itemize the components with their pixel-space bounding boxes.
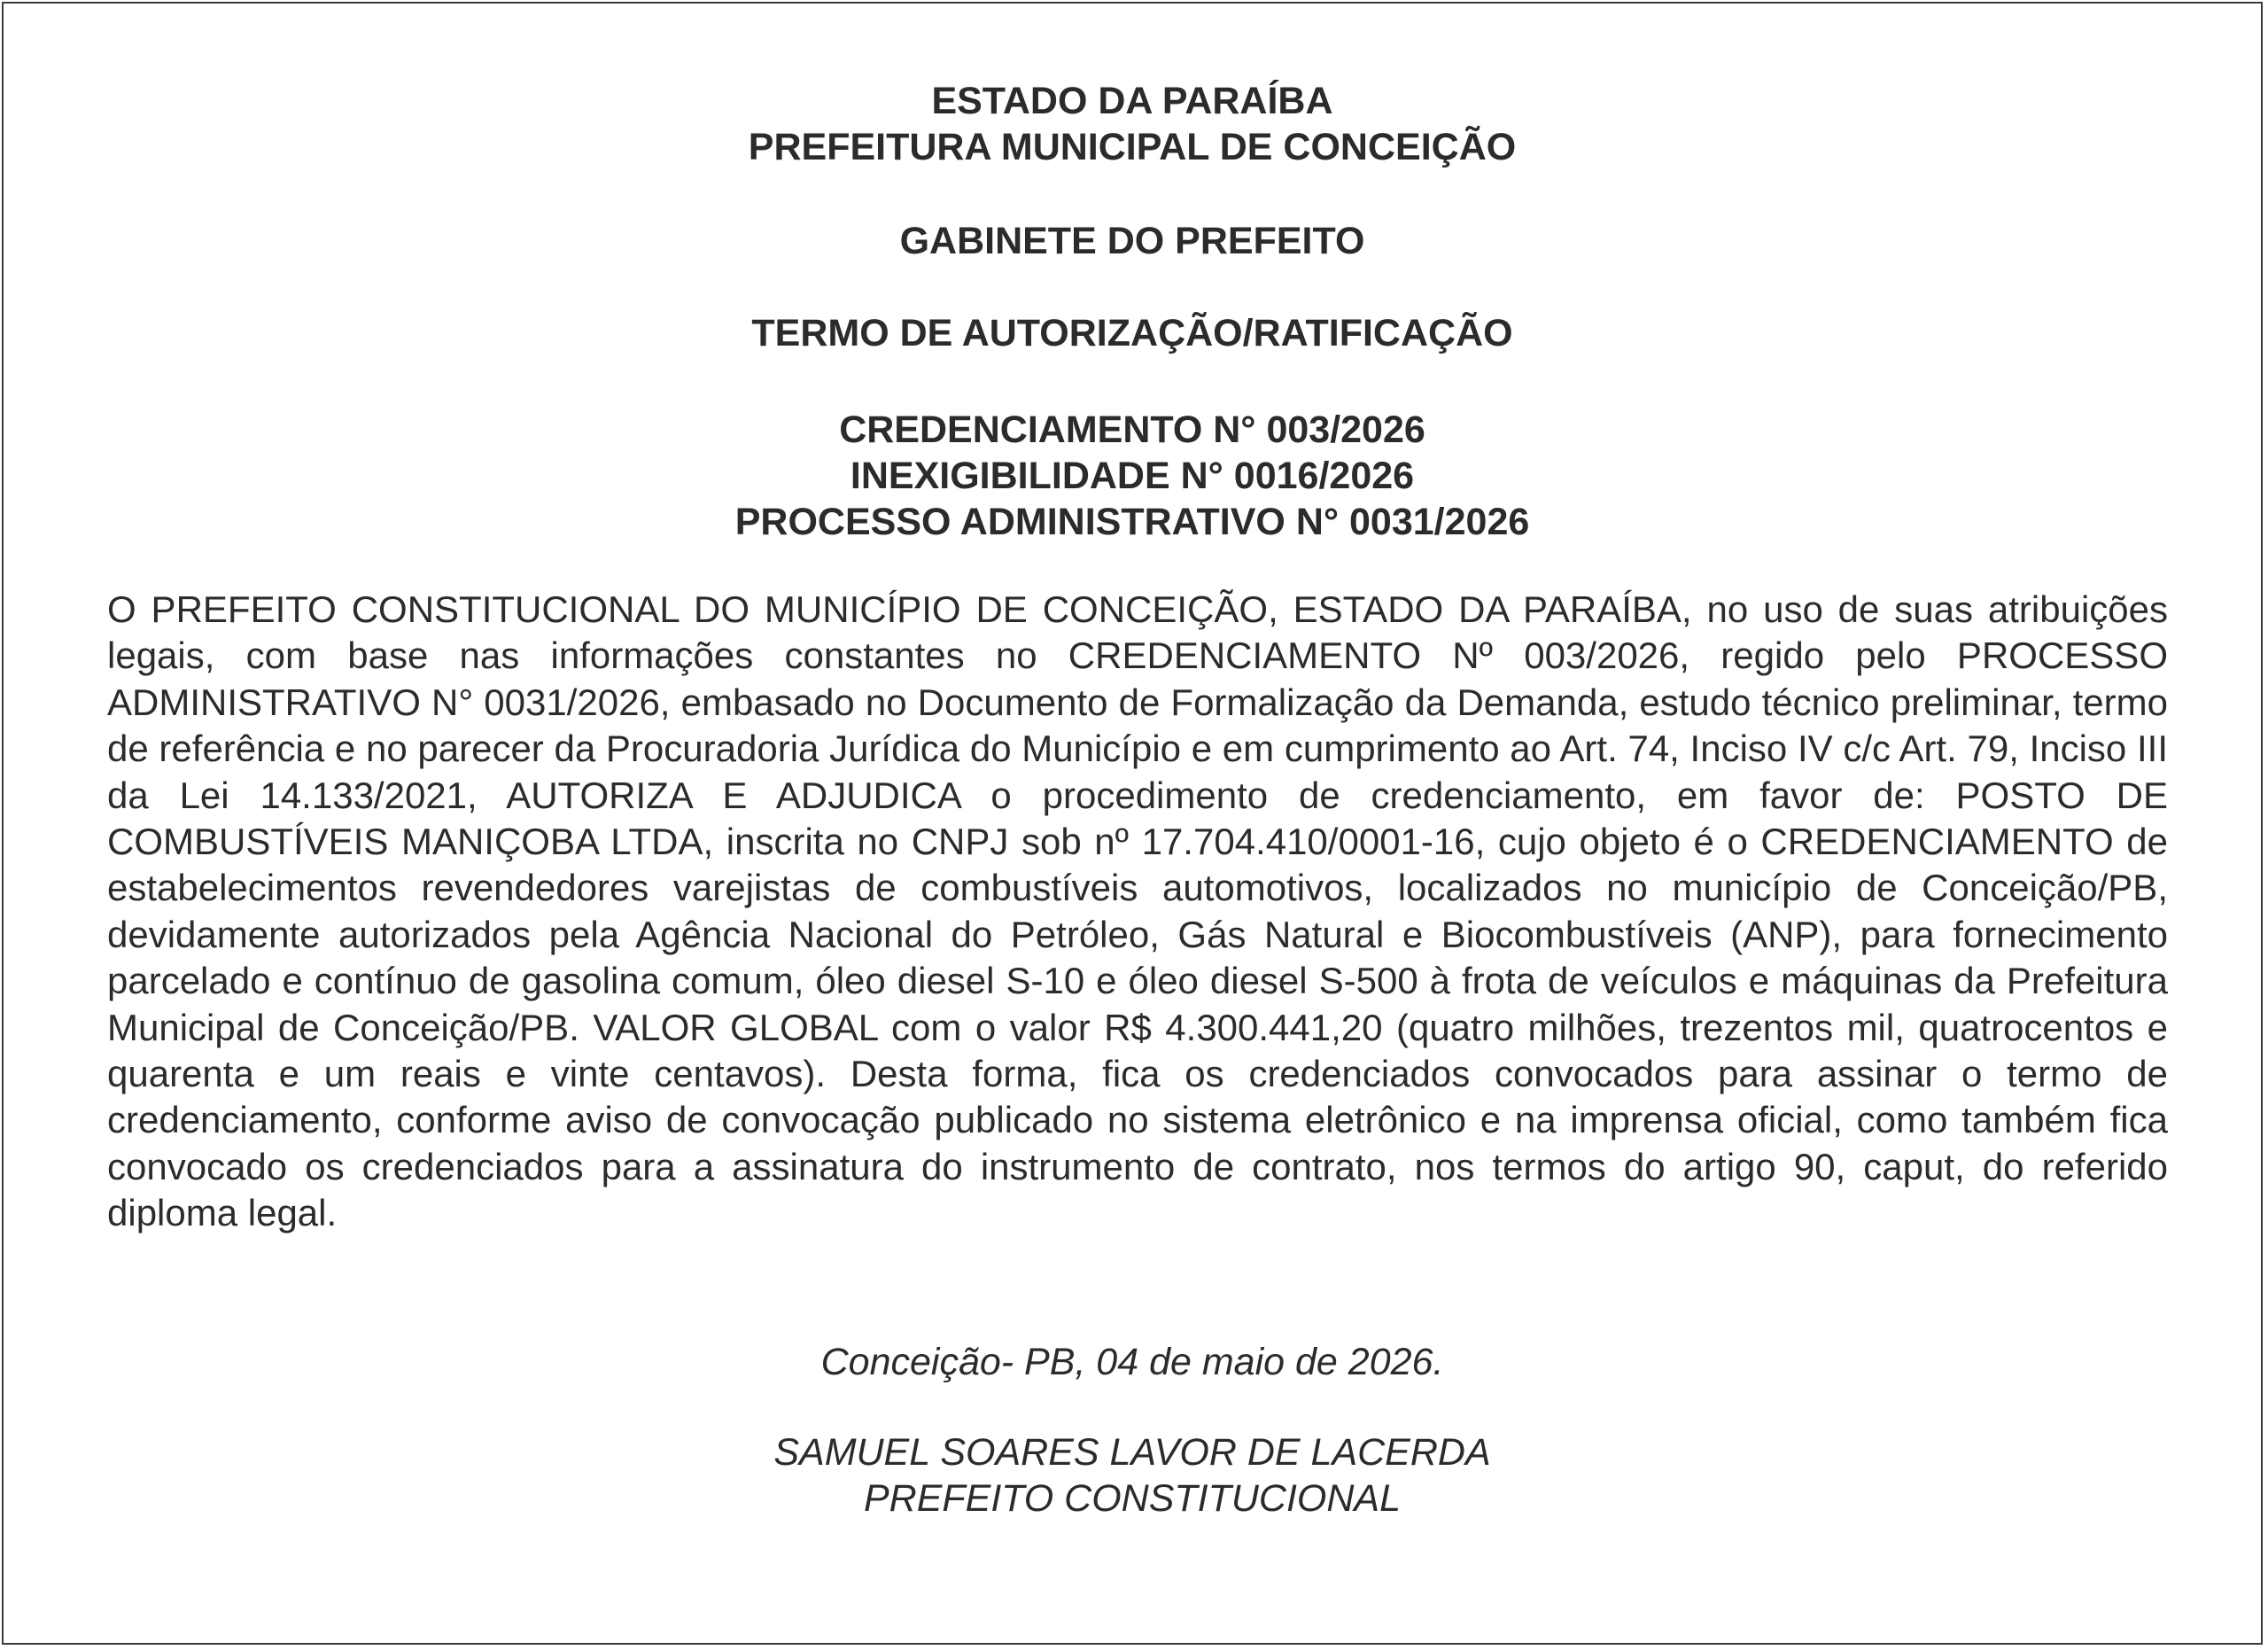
reference-credenciamento: CREDENCIAMENTO N° 003/2026 [839, 409, 1425, 451]
place-date: Conceição- PB, 04 de maio de 2026. [820, 1341, 1444, 1383]
office-title: GABINETE DO PREFEITO [899, 220, 1365, 262]
references-block [4, 407, 2261, 545]
document-type-block [4, 310, 2261, 356]
state-title: ESTADO DA PARAÍBA [931, 80, 1333, 122]
signatory-title: PREFEITO CONSTITUCIONAL [863, 1477, 1402, 1520]
body-paragraph: O PREFEITO CONSTITUCIONAL DO MUNICÍPIO DE CONCEIÇÃO, ESTADO DA PARAÍBA, no uso de suas atribuições legais, com base nas informações constantes no CREDENCIAMENTO Nº 003/2026, regido pelo PROCESSO ADMINISTRATIVO N° 0031/2026, embasado no Documento de Formalização da Demanda, estudo técnico preliminar, termo de referência e no parecer da Procuradoria Jurídica do Município e em cumprimento ao Art. 74, Inciso IV c/c Art. 79, Inciso III da Lei 14.133/2021, AUTORIZA E ADJUDICA o procedimento de credenciamento, em favor de: POSTO DE COMBUSTÍVEIS MANIÇOBA LTDA, inscrita no CNPJ sob nº 17.704.410/0001-16, cujo objeto é o CREDENCIAMENTO de estabelecimentos revendedores varejistas de combustíveis automotivos, localizados no município de Conceição/PB, devidamente autorizados pela Agência Nacional do Petróleo, Gás Natural e Biocombustíveis (ANP), para fornecimento parcelado e contínuo de gasolina comum, óleo diesel S-10 e óleo diesel S-500 à frota de veículos e máquinas da Prefeitura Municipal de Conceição/PB. VALOR GLOBAL com o valor R$ 4.300.441,20 (quatro milhões, trezentos mil, quatrocentos e quarenta e um reais e vinte centavos). Desta forma, fica os credenciados convocados para assinar o termo de credenciamento, conforme aviso de convocação publicado no sistema eletrônico e na imprensa oficial, como também fica convocado os credenciados para a assinatura do instrumento de contrato, nos termos do artigo 90, caput, do referido diploma legal. [107, 588, 2168, 1234]
office-block [4, 218, 2261, 264]
municipality-title: PREFEITURA MUNICIPAL DE CONCEIÇÃO [748, 126, 1517, 168]
header-block [4, 78, 2261, 170]
date-block [4, 1339, 2261, 1385]
reference-processo: PROCESSO ADMINISTRATIVO N° 0031/2026 [734, 501, 1530, 543]
reference-inexigibilidade: INEXIGIBILIDADE N° 0016/2026 [850, 455, 1415, 497]
signatory-name: SAMUEL SOARES LAVOR DE LACERDA [773, 1431, 1491, 1474]
signature-block [4, 1429, 2261, 1522]
document-frame [2, 2, 2263, 1645]
document-type-title: TERMO DE AUTORIZAÇÃO/RATIFICAÇÃO [751, 312, 1513, 354]
